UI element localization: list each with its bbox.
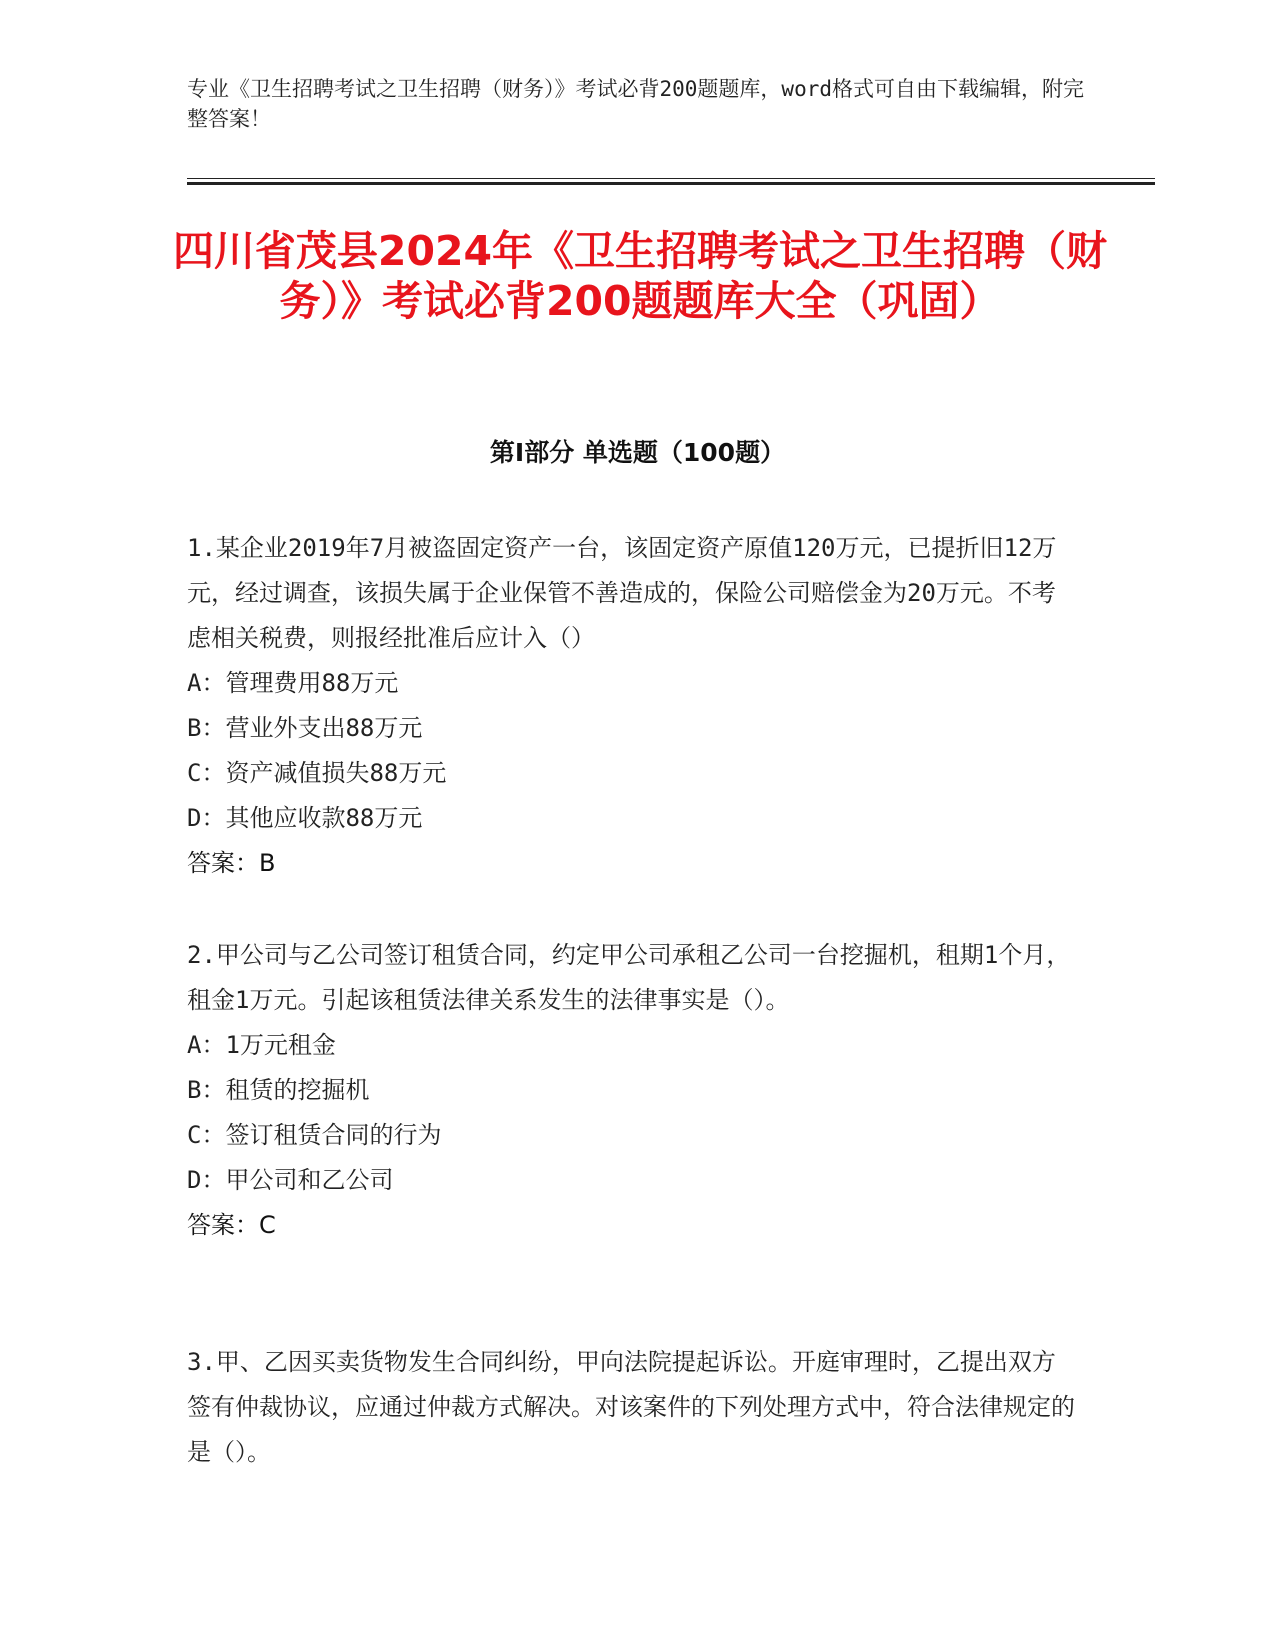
question-text: 3.甲、乙因买卖货物发生合同纠纷，甲向法院提起诉讼。开庭审理时，乙提出双方签有仲裁协议，应通过仲裁方式解决。对该案件的下列处理方式中，符合法律规定的是（）。 xyxy=(187,1348,1075,1466)
question-text: 2.甲公司与乙公司签订租赁合同，约定甲公司承租乙公司一台挖掘机，租期1个月，租金1万元。引起该租赁法律关系发生的法律事实是（）。 xyxy=(187,941,1071,1014)
option-a: A：管理费用88万元 xyxy=(187,669,399,697)
header-divider-thick xyxy=(187,182,1155,185)
option-d: D：其他应收款88万元 xyxy=(187,804,423,832)
option-d: D：甲公司和乙公司 xyxy=(187,1166,394,1194)
option-c: C：资产减值损失88万元 xyxy=(187,759,447,787)
option-b: B：租赁的挖掘机 xyxy=(187,1076,370,1104)
option-a: A：1万元租金 xyxy=(187,1031,336,1059)
section-title: 第I部分 单选题（100题） xyxy=(489,438,786,467)
header-note: 专业《卫生招聘考试之卫生招聘（财务）》考试必背200题题库，word格式可自由下载编辑，附完整答案！ xyxy=(187,77,1084,131)
question-1 xyxy=(187,526,1077,886)
header-divider-thin xyxy=(187,178,1155,179)
question-text: 1.某企业2019年7月被盗固定资产一台，该固定资产原值120万元，已提折旧12万元，经过调查，该损失属于企业保管不善造成的，保险公司赔偿金为20万元。不考虑相关税费，则报经批准后应计入（） xyxy=(187,534,1057,652)
answer: 答案：C xyxy=(187,1211,276,1239)
answer: 答案：B xyxy=(187,849,276,877)
option-b: B：营业外支出88万元 xyxy=(187,714,423,742)
document-title: 四川省茂县2024年《卫生招聘考试之卫生招聘（财务）》考试必背200题题库大全（巩固） xyxy=(172,227,1108,325)
option-c: C：签订租赁合同的行为 xyxy=(187,1121,442,1149)
question-2 xyxy=(187,933,1077,1248)
question-3 xyxy=(187,1340,1077,1475)
